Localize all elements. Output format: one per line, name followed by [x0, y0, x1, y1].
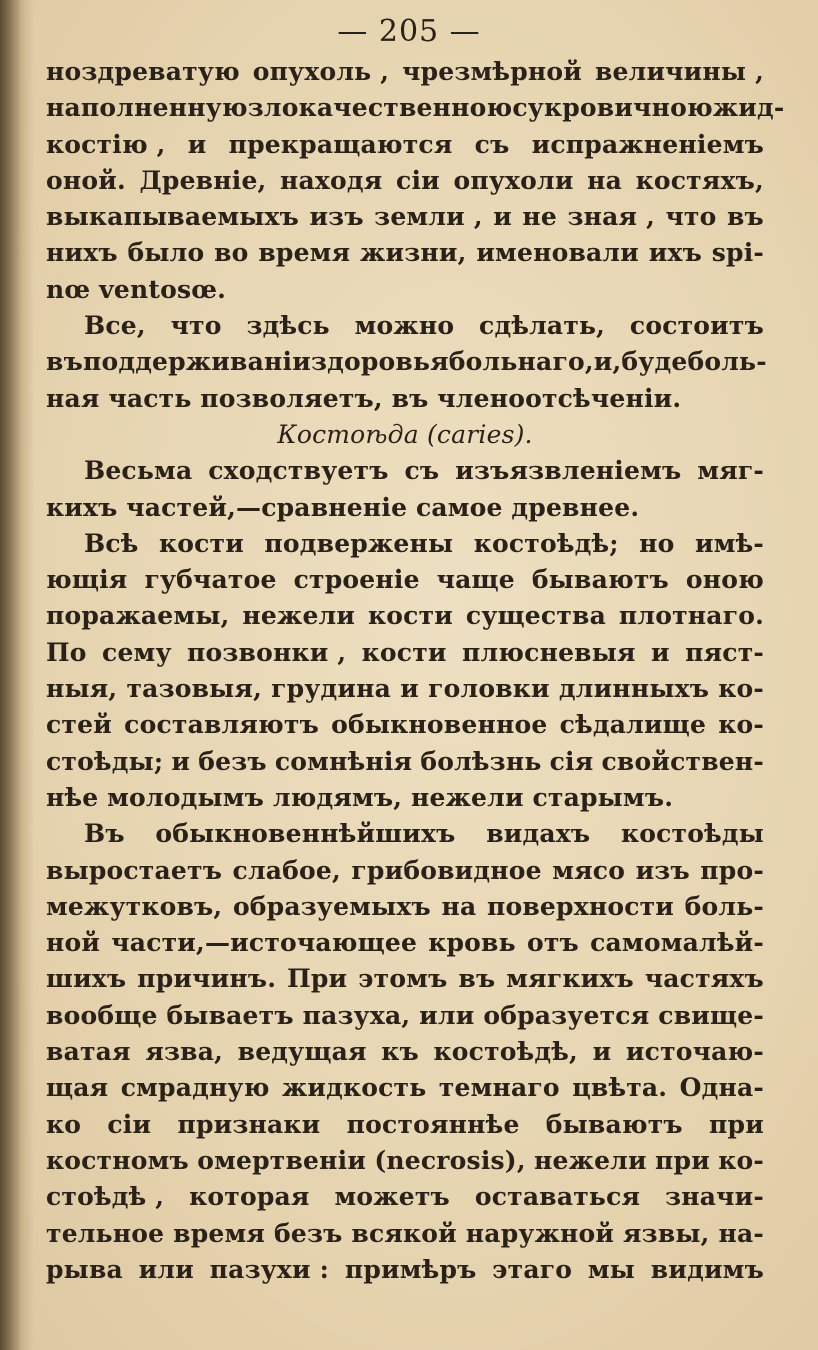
- text-line: [46, 344, 767, 380]
- word: изъязвленіемъ: [455, 456, 682, 486]
- text-line: [46, 598, 764, 634]
- text-line: [46, 816, 764, 852]
- word: про-: [700, 855, 764, 885]
- word: нѣе: [46, 782, 99, 812]
- word: грибовидное: [351, 855, 542, 885]
- word: кихъ: [46, 492, 118, 522]
- word: существа: [465, 601, 606, 631]
- word: слабое,: [232, 855, 341, 885]
- word: мясо: [552, 855, 626, 885]
- text-line: [46, 562, 764, 598]
- word: было: [127, 238, 205, 268]
- word: которая: [189, 1182, 310, 1212]
- word: находя: [280, 165, 383, 195]
- word: Одна-: [679, 1073, 764, 1103]
- word: земли ,: [374, 202, 483, 232]
- word: прекращаются: [228, 129, 453, 159]
- word: чаще: [436, 565, 515, 595]
- word: тазовыя,: [126, 674, 263, 704]
- word: и: [187, 129, 207, 159]
- text-line: [46, 1143, 764, 1179]
- word: nœ ventosœ.: [46, 274, 227, 304]
- word: позвонки ,: [187, 637, 347, 667]
- word: этомъ: [358, 964, 448, 994]
- word: составляютъ: [124, 710, 319, 740]
- word: боль-: [684, 891, 764, 921]
- text-line: [46, 744, 764, 780]
- word: самомалѣй-: [590, 928, 764, 958]
- word: съ: [404, 456, 440, 486]
- word: можно: [354, 311, 455, 341]
- text-line: [46, 453, 764, 489]
- word: наружной: [465, 1218, 615, 1248]
- word: безъ: [273, 1218, 343, 1248]
- word: При: [287, 964, 348, 994]
- text-line: [46, 1070, 764, 1106]
- word: Весьма: [84, 456, 193, 486]
- word: костоѣдѣ;: [473, 528, 619, 558]
- word: мы: [587, 1254, 636, 1284]
- word: древнее.: [511, 492, 640, 522]
- text-line: [46, 925, 764, 961]
- word: Костоѣда (caries).: [277, 419, 533, 449]
- text-line: [46, 998, 764, 1034]
- word: отъ: [526, 928, 579, 958]
- word: людямъ,: [272, 782, 403, 812]
- word: подвержены: [264, 528, 454, 558]
- word: сіи: [107, 1109, 152, 1139]
- word: зная ,: [567, 202, 655, 232]
- word: время: [258, 238, 351, 268]
- word: или: [419, 1000, 475, 1030]
- word: признаки: [177, 1109, 321, 1139]
- word: источаю-: [625, 1037, 764, 1067]
- word: наполненную: [46, 93, 248, 123]
- word: костномъ: [46, 1145, 189, 1175]
- word: болѣзнь: [420, 746, 542, 776]
- word: пазуха,: [302, 1000, 411, 1030]
- text-line: [46, 1252, 764, 1288]
- word: поражаемы,: [46, 601, 230, 631]
- word: Въ: [84, 819, 125, 849]
- word: ватая: [46, 1037, 131, 1067]
- word: чрезмѣрной: [402, 57, 583, 86]
- word: испражненіемъ: [531, 129, 764, 159]
- word: въ: [458, 964, 496, 994]
- word: при: [709, 1109, 764, 1139]
- word: величины ,: [594, 57, 764, 86]
- word: нихъ: [46, 238, 118, 268]
- word: сходствуетъ: [208, 456, 389, 486]
- word: здоровья: [310, 347, 449, 377]
- word: поддерживаніи: [82, 347, 311, 377]
- word: костоѣды: [620, 819, 764, 849]
- word: (necrosis),: [374, 1145, 526, 1175]
- word: Древніе,: [139, 165, 267, 195]
- word: межутковъ,: [46, 891, 223, 921]
- word: причинъ.: [137, 964, 277, 994]
- word: видимъ: [650, 1254, 764, 1284]
- word: плюсневыя: [461, 637, 636, 667]
- word: spi-: [711, 238, 764, 268]
- word: ная: [46, 383, 100, 413]
- text-line: [46, 1179, 764, 1215]
- word: жизни,: [360, 238, 467, 268]
- word: бываютъ: [531, 565, 669, 595]
- word: выкапываемыхъ: [46, 202, 299, 232]
- word: бываетъ: [166, 1000, 294, 1030]
- text-line: [46, 199, 764, 235]
- text-line: [46, 54, 764, 90]
- word: и: [171, 746, 191, 776]
- text-line: [46, 635, 764, 671]
- word: ной: [46, 928, 101, 958]
- word: поверхности: [486, 891, 675, 921]
- word: и: [493, 202, 512, 232]
- word: буде: [621, 347, 688, 377]
- word: Всѣ: [84, 528, 139, 558]
- word: Все,: [84, 311, 146, 341]
- word: къ: [381, 1037, 419, 1067]
- word: кости: [368, 601, 454, 631]
- word: сомнѣнія: [274, 746, 413, 776]
- word: стоѣды;: [46, 746, 164, 776]
- word: можетъ: [334, 1182, 450, 1212]
- word: ныя,: [46, 674, 118, 704]
- text-line: [46, 127, 764, 163]
- text-line: [46, 235, 764, 271]
- page-gutter-shadow: [0, 0, 34, 1350]
- word: именовали: [476, 238, 639, 268]
- word: примѣръ: [344, 1254, 477, 1284]
- word: ко-: [718, 674, 764, 704]
- word: позволяетъ,: [200, 383, 383, 413]
- word: сему: [102, 637, 172, 667]
- word: на-: [718, 1218, 764, 1248]
- text-line: [46, 163, 764, 199]
- word: ноздреватую: [46, 57, 240, 86]
- word: состоитъ: [629, 311, 764, 341]
- word: здѣсь: [246, 311, 330, 341]
- word: сдѣлать,: [479, 311, 606, 341]
- word: бываютъ: [545, 1109, 683, 1139]
- word: обыкновенное: [331, 710, 548, 740]
- word: нежели: [410, 782, 524, 812]
- word: ихъ: [648, 238, 702, 268]
- word: шихъ: [46, 964, 127, 994]
- text-line: [46, 1216, 764, 1252]
- word: части,—источающее: [111, 928, 418, 958]
- word: имѣ-: [694, 528, 764, 558]
- word: на: [587, 165, 623, 195]
- text-line: [46, 961, 764, 997]
- word: темнаго: [438, 1073, 560, 1103]
- word: значи-: [665, 1182, 764, 1212]
- word: въ: [46, 347, 83, 377]
- word: головки: [428, 674, 550, 704]
- word: язва,: [145, 1037, 224, 1067]
- word: оною: [685, 565, 764, 595]
- word: безъ: [198, 746, 267, 776]
- word: сукровичною: [512, 93, 713, 123]
- word: но: [639, 528, 675, 558]
- word: кости: [361, 637, 447, 667]
- section-heading: [46, 417, 764, 453]
- word: выростаетъ: [46, 855, 223, 885]
- body-text: [46, 54, 785, 1288]
- word: на: [441, 891, 477, 921]
- word: опухоль ,: [252, 57, 390, 86]
- word: злокачественною: [247, 93, 513, 123]
- word: костоѣдѣ,: [433, 1037, 578, 1067]
- word: жид-: [712, 93, 785, 123]
- word: всякой: [351, 1218, 457, 1248]
- word: вообще: [46, 1000, 158, 1030]
- word: смрадную: [120, 1073, 270, 1103]
- text-line: [46, 526, 764, 562]
- text-line: [46, 853, 764, 889]
- word: оной.: [46, 165, 126, 195]
- word: и,: [593, 347, 622, 377]
- text-line: [46, 889, 764, 925]
- word: ко: [46, 1109, 82, 1139]
- word: мягкихъ: [506, 964, 634, 994]
- word: грудина: [271, 674, 392, 704]
- text-line: [46, 671, 764, 707]
- text-line: [46, 1107, 764, 1143]
- word: время: [173, 1218, 266, 1248]
- word: костію ,: [46, 129, 166, 159]
- word: и: [400, 674, 419, 704]
- word: стей: [46, 710, 112, 740]
- word: изъ: [309, 202, 364, 232]
- word: жидкость: [281, 1073, 427, 1103]
- word: что: [665, 202, 717, 232]
- word: пяст-: [685, 637, 764, 667]
- text-line: [46, 1034, 764, 1070]
- text-line: [46, 90, 785, 126]
- word: нежели: [242, 601, 356, 631]
- word: молодымъ: [107, 782, 265, 812]
- text-line: [46, 490, 764, 526]
- word: стоѣдѣ ,: [46, 1182, 165, 1212]
- word: видахъ: [486, 819, 591, 849]
- text-line: [46, 780, 764, 816]
- word: боль-: [687, 347, 767, 377]
- word: частей,—сравненіе: [126, 492, 408, 522]
- word: ко-: [718, 710, 764, 740]
- word: свище-: [658, 1000, 764, 1030]
- word: постояннѣе: [346, 1109, 520, 1139]
- word: во: [214, 238, 249, 268]
- word: оставаться: [474, 1182, 641, 1212]
- word: язвы,: [623, 1218, 710, 1248]
- text-line: [46, 381, 764, 417]
- word: сѣдалище: [559, 710, 707, 740]
- word: По: [46, 637, 87, 667]
- word: часть: [108, 383, 192, 413]
- word: ко-: [718, 1145, 764, 1175]
- word: больнаго,: [448, 347, 594, 377]
- word: омертвеніи: [197, 1145, 367, 1175]
- word: строеніе: [293, 565, 420, 595]
- word: ющія: [46, 565, 128, 595]
- word: образуемыхъ: [232, 891, 431, 921]
- word: пазухи :: [209, 1254, 330, 1284]
- word: сіи: [396, 165, 440, 195]
- word: кровь: [428, 928, 516, 958]
- word: и: [592, 1037, 612, 1067]
- word: въ: [726, 202, 764, 232]
- word: губчатое: [144, 565, 277, 595]
- word: обыкновеннѣйшихъ: [155, 819, 456, 849]
- word: этаго: [492, 1254, 573, 1284]
- word: опухоли: [453, 165, 574, 195]
- word: ведущая: [237, 1037, 367, 1067]
- word: свойствен-: [601, 746, 764, 776]
- word: старымъ.: [532, 782, 674, 812]
- word: цвѣта.: [572, 1073, 668, 1103]
- text-line: [46, 707, 764, 743]
- word: или: [138, 1254, 194, 1284]
- word: частяхъ: [644, 964, 764, 994]
- word: образуется: [483, 1000, 650, 1030]
- word: самое: [415, 492, 503, 522]
- word: кости: [158, 528, 244, 558]
- page-number: — 205 —: [337, 14, 481, 49]
- word: мяг-: [697, 456, 764, 486]
- text-line: [46, 272, 764, 308]
- word: сія: [549, 746, 594, 776]
- word: нежели: [534, 1145, 647, 1175]
- word: не: [522, 202, 557, 232]
- word: длинныхъ: [558, 674, 710, 704]
- word: членоотсѣченіи.: [437, 383, 682, 413]
- text-line: [46, 308, 764, 344]
- word: плотнаго.: [618, 601, 764, 631]
- word: что: [170, 311, 222, 341]
- word: щая: [46, 1073, 109, 1103]
- word: съ: [474, 129, 510, 159]
- word: тельное: [46, 1218, 165, 1248]
- word: рыва: [46, 1254, 123, 1284]
- word: и: [651, 637, 670, 667]
- word: костяхъ,: [635, 165, 764, 195]
- word: изъ: [635, 855, 690, 885]
- word: въ: [391, 383, 429, 413]
- word: при: [655, 1145, 710, 1175]
